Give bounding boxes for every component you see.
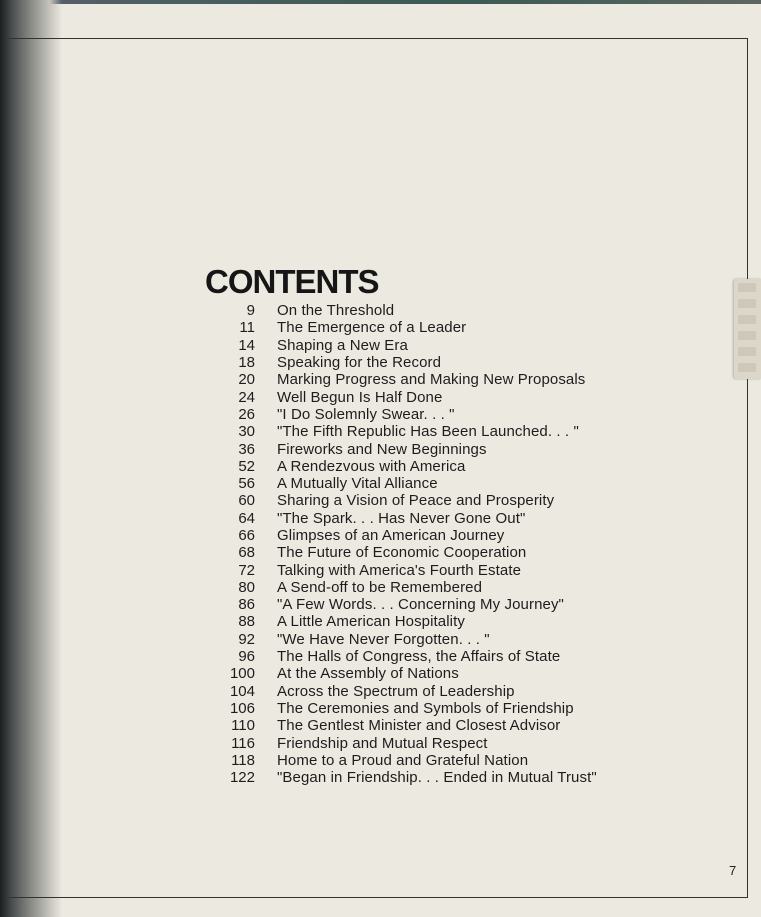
- toc-page-number: 64: [238, 509, 255, 527]
- toc-entry: [200, 665, 670, 682]
- toc-page-number: 26: [238, 405, 255, 423]
- toc-title: "We Have Never Forgotten. . . ": [277, 630, 490, 648]
- toc-page-number: 66: [238, 527, 255, 544]
- toc-page-number: 80: [238, 578, 255, 596]
- toc-entry: [200, 752, 670, 769]
- toc-title: The Emergence of a Leader: [277, 319, 467, 337]
- toc-title: The Ceremonies and Symbols of Friendship: [277, 699, 574, 717]
- tab-marking: [738, 283, 756, 375]
- toc-title: The Gentlest Minister and Closest Advisor: [277, 717, 561, 735]
- toc-title: "I Do Solemnly Swear. . . ": [277, 405, 455, 423]
- toc-entry: [200, 648, 670, 665]
- toc-entry: [200, 458, 670, 475]
- toc-title: "The Fifth Republic Has Been Launched. . . ": [277, 423, 579, 441]
- toc-title: Sharing a Vision of Peace and Prosperity: [277, 492, 555, 510]
- toc-page-number: 68: [238, 544, 255, 562]
- toc-entry: [200, 700, 670, 717]
- toc-title: "The Spark. . . Has Never Gone Out": [277, 509, 526, 527]
- toc-entry: [200, 717, 670, 734]
- toc-entry: [200, 440, 670, 457]
- toc-page-number: 36: [238, 440, 255, 458]
- toc-entry: [200, 561, 670, 578]
- toc-page-number: 30: [238, 423, 255, 441]
- toc-title: A Rendezvous with America: [277, 457, 466, 475]
- toc-entry: [200, 406, 670, 423]
- toc-page-number: 20: [238, 371, 255, 389]
- toc-entry: [200, 544, 670, 561]
- toc-title: Marking Progress and Making New Proposals: [277, 371, 586, 389]
- toc-page-number: 110: [231, 717, 255, 735]
- toc-title: Talking with America's Fourth Estate: [277, 561, 522, 579]
- toc-page-number: 60: [238, 492, 255, 510]
- toc-title: "A Few Words. . . Concerning My Journey": [277, 596, 564, 614]
- toc-entry: [200, 371, 670, 388]
- toc-page-number: 116: [231, 734, 255, 752]
- toc-title: The Halls of Congress, the Affairs of State: [277, 648, 561, 666]
- toc-title: Across the Spectrum of Leadership: [277, 682, 515, 700]
- toc-title: A Send-off to be Remembered: [277, 578, 483, 596]
- toc-title: Speaking for the Record: [277, 354, 442, 372]
- library-tab: [734, 279, 761, 379]
- toc-title: On the Threshold: [277, 302, 395, 320]
- top-edge: [0, 0, 761, 4]
- toc-title: Fireworks and New Beginnings: [277, 440, 487, 458]
- toc-entry: [200, 579, 670, 596]
- toc-entry: [200, 423, 670, 440]
- toc-title: Glimpses of an American Journey: [277, 527, 505, 544]
- toc-page-number: 14: [238, 336, 255, 354]
- toc-page-number: 24: [238, 388, 255, 406]
- toc-entry: [200, 596, 670, 613]
- toc-entry: [200, 354, 670, 371]
- toc-title: Friendship and Mutual Respect: [277, 734, 488, 752]
- table-of-contents: [200, 302, 670, 786]
- toc-entry: [200, 527, 670, 544]
- toc-entry: [200, 319, 670, 336]
- toc-entry: [200, 475, 670, 492]
- toc-title: The Future of Economic Cooperation: [277, 544, 527, 562]
- toc-entry: [200, 613, 670, 630]
- toc-page-number: 72: [238, 561, 255, 579]
- toc-entry: [200, 734, 670, 751]
- toc-page-number: 88: [238, 613, 255, 631]
- toc-entry: [200, 302, 670, 319]
- toc-entry: [200, 388, 670, 405]
- toc-page-number: 96: [238, 648, 255, 666]
- toc-page-number: 56: [238, 475, 255, 493]
- toc-title: A Mutually Vital Alliance: [277, 475, 438, 493]
- toc-page-number: 104: [229, 682, 255, 700]
- toc-page-number: 118: [231, 751, 255, 769]
- toc-entry: [200, 683, 670, 700]
- toc-title: Shaping a New Era: [277, 336, 408, 354]
- toc-page-number: 122: [229, 769, 255, 787]
- toc-entry: [200, 510, 670, 527]
- toc-title: "Began in Friendship. . . Ended in Mutual Trust": [277, 769, 597, 787]
- page-number: 7: [729, 863, 737, 878]
- toc-page-number: 9: [246, 302, 255, 320]
- toc-entry: [200, 769, 670, 786]
- toc-title: Well Begun Is Half Done: [277, 388, 443, 406]
- toc-page-number: 18: [238, 354, 255, 372]
- toc-title: A Little American Hospitality: [277, 613, 465, 631]
- toc-title: Home to a Proud and Grateful Nation: [277, 751, 529, 769]
- toc-page-number: 86: [238, 596, 255, 614]
- toc-page-number: 106: [229, 699, 255, 717]
- toc-page-number: 100: [229, 665, 255, 683]
- toc-title: At the Assembly of Nations: [277, 665, 459, 683]
- toc-entry: [200, 631, 670, 648]
- toc-page-number: 11: [239, 319, 255, 337]
- toc-page-number: 52: [238, 457, 255, 475]
- contents-heading: CONTENTS: [205, 263, 379, 300]
- toc-entry: [200, 337, 670, 354]
- toc-page-number: 92: [238, 630, 255, 648]
- toc-entry: [200, 492, 670, 509]
